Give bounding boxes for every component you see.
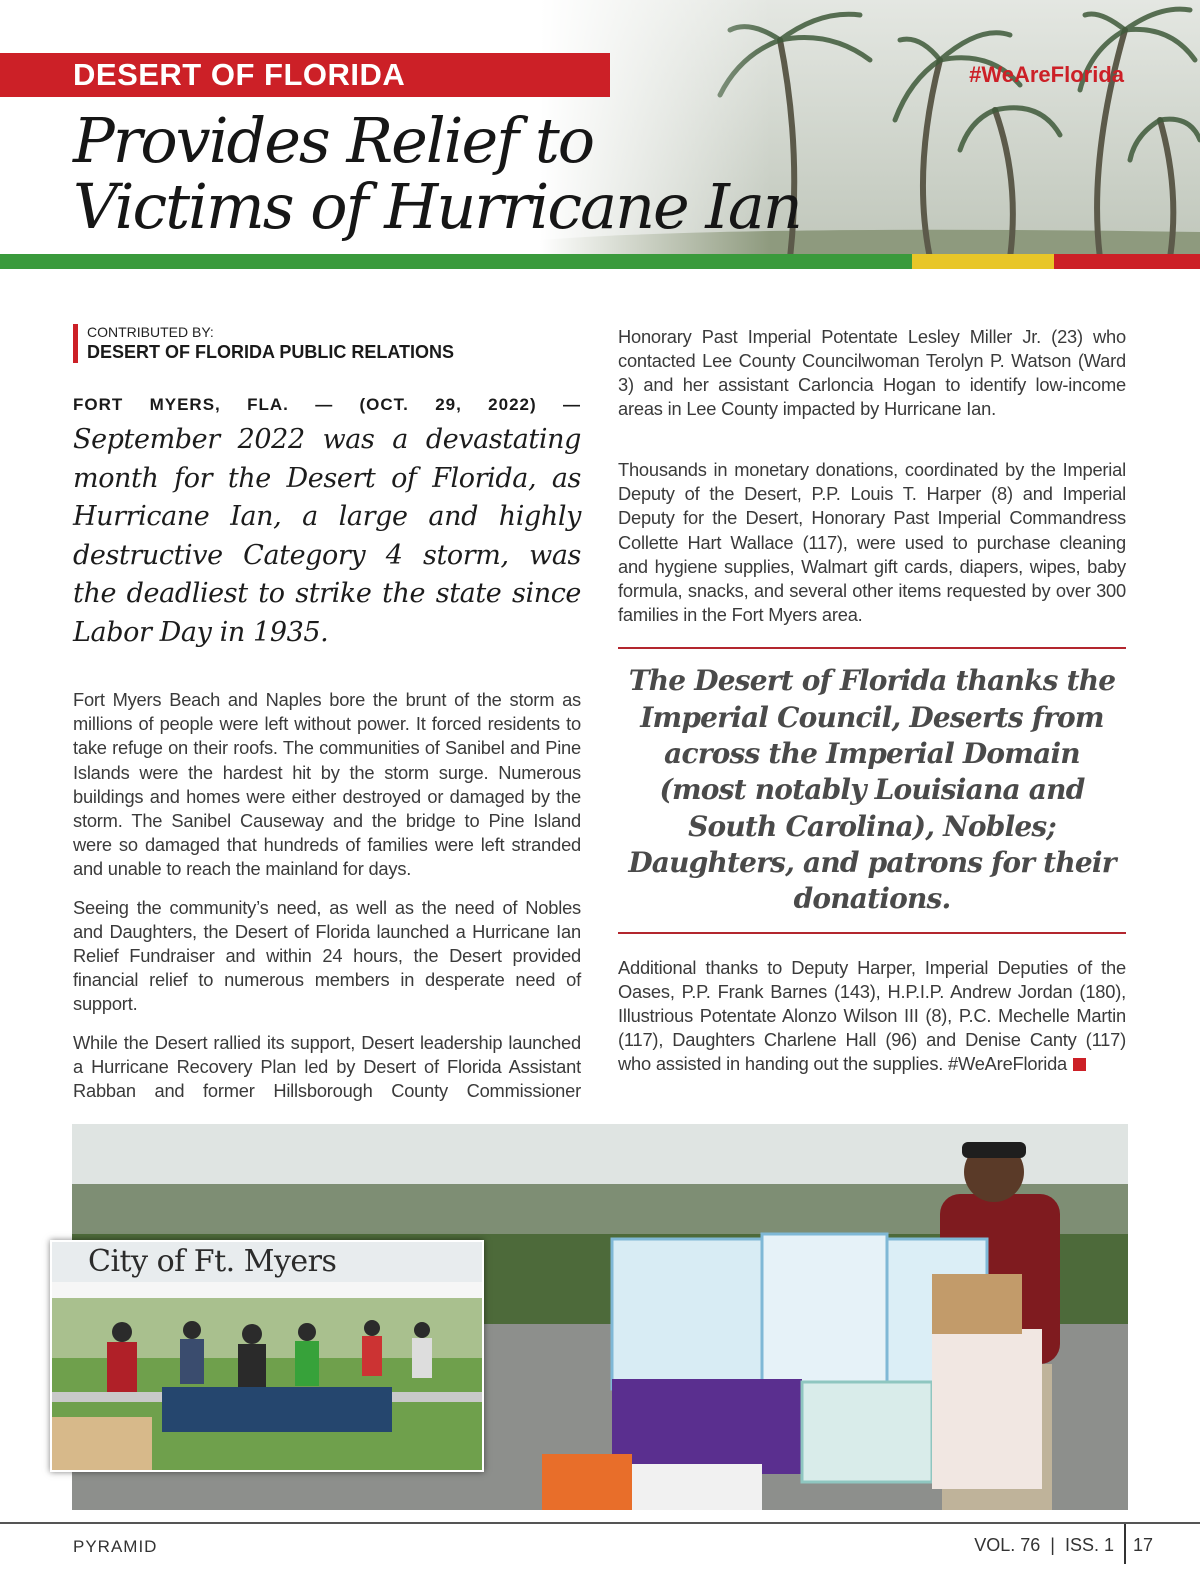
page-number: 17: [1133, 1535, 1154, 1555]
inset-caption: City of Ft. Myers: [88, 1244, 337, 1279]
dateline: FORT MYERS, FLA. — (OCT. 29, 2022) —: [73, 395, 581, 414]
footer-issue: VOL. 76 | ISS. 1: [974, 1535, 1114, 1555]
title-line-2: Victims of Hurricane Ian: [73, 170, 801, 243]
article-paragraph-closing: [618, 956, 1126, 1077]
article-column-right: [618, 324, 1126, 1091]
article-column-left: [73, 324, 581, 1117]
stripe-green: [0, 254, 912, 269]
footer-separator: [1124, 1524, 1126, 1564]
page-title: [73, 104, 801, 243]
pull-quote: The Desert of Florida thanks the Imperial Council, Deserts from across the Imperial Domain (most notably Louisiana and South Carolina), Nobles; Daughters, and patrons for their donations.: [628, 664, 1116, 916]
byline-label: CONTRIBUTED BY:: [87, 324, 214, 340]
article-paragraph-continued: [618, 324, 1126, 444]
header-banner: [0, 0, 1200, 258]
footer-rule: [0, 1522, 1200, 1524]
end-mark-icon: [1073, 1058, 1086, 1071]
closing-text: Additional thanks to Deputy Harper, Imperial Deputies of the Oases, P.P. Frank Barnes (143), H.P.I.P. Andrew Jordan (180), Illustrious Potentate Alonzo Wilson III (8), P.C. Mechelle Martin (117), Daughters Charlene Hall (96) and Denise Canty (117) who assisted in handing out the supplies. #WeAreFlorida: [618, 956, 1126, 1075]
pull-quote-rule-top: [618, 647, 1126, 649]
article-paragraph: While the Desert rallied its support, Desert leadership launched a Hurricane Recovery Plan led by Desert of Florida Assistant Rabban and former Hillsborough County Commissioner: [73, 1031, 581, 1102]
hashtag: #WeAreFlorida: [969, 62, 1124, 87]
footer-publication: PYRAMID: [73, 1537, 158, 1556]
stripe-red: [1054, 254, 1200, 269]
inset-photo: [50, 1240, 484, 1472]
article-paragraph: Seeing the community’s need, as well as the need of Nobles and Daughters, the Desert of Florida launched a Hurricane Ian Relief Fundraiser and within 24 hours, the Desert provided financial relief to numerous members in desperate need of support.: [73, 896, 581, 1015]
article-paragraph: Fort Myers Beach and Naples bore the brunt of the storm as millions of people were left without power. It forced residents to take refuge on their roofs. The communities of Sanibel and Pine Islands were the hardest hit by the storm surge. Numerous buildings and homes were either destroyed or damaged by the storm. The Sanibel Causeway and the bridge to Pine Island were so damaged that hundreds of families were left stranded and unable to reach the mainland for days.: [73, 689, 581, 880]
pull-quote-rule-bottom: [618, 932, 1126, 934]
byline: [73, 324, 581, 363]
continued-text: Honorary Past Imperial Potentate Lesley Miller Jr. (23) who contacted Lee County Councilwoman Terolyn P. Watson (Ward 3) and her assistant Carloncia Hogan to identify low-income areas in Lee County impacted by Hurricane Ian.: [618, 325, 1126, 420]
kicker-label: DESERT OF FLORIDA: [73, 57, 406, 92]
title-line-1: Provides Relief to: [73, 104, 594, 177]
article-paragraph: Thousands in monetary donations, coordinated by the Imperial Deputy of the Desert, P.P. Louis T. Harper (8) and Imperial Deputy for the Desert, Honorary Past Imperial Commandress Collette Hart Wallace (117), were used to purchase cleaning and hygiene supplies, Walmart gift cards, diapers, wipes, baby formula, snacks, and several other items requested by over 300 families in the Fort Myers area.: [618, 459, 1126, 626]
stripe-yellow: [912, 254, 1054, 269]
lead-paragraph: September 2022 was a devastating month for the Desert of Florida, as Hurricane Ian, a large and highly destructive Category 4 storm, was the deadliest to strike the state since Labor Day in 1935.: [73, 424, 581, 648]
byline-name: DESERT OF FLORIDA PUBLIC RELATIONS: [87, 342, 454, 362]
